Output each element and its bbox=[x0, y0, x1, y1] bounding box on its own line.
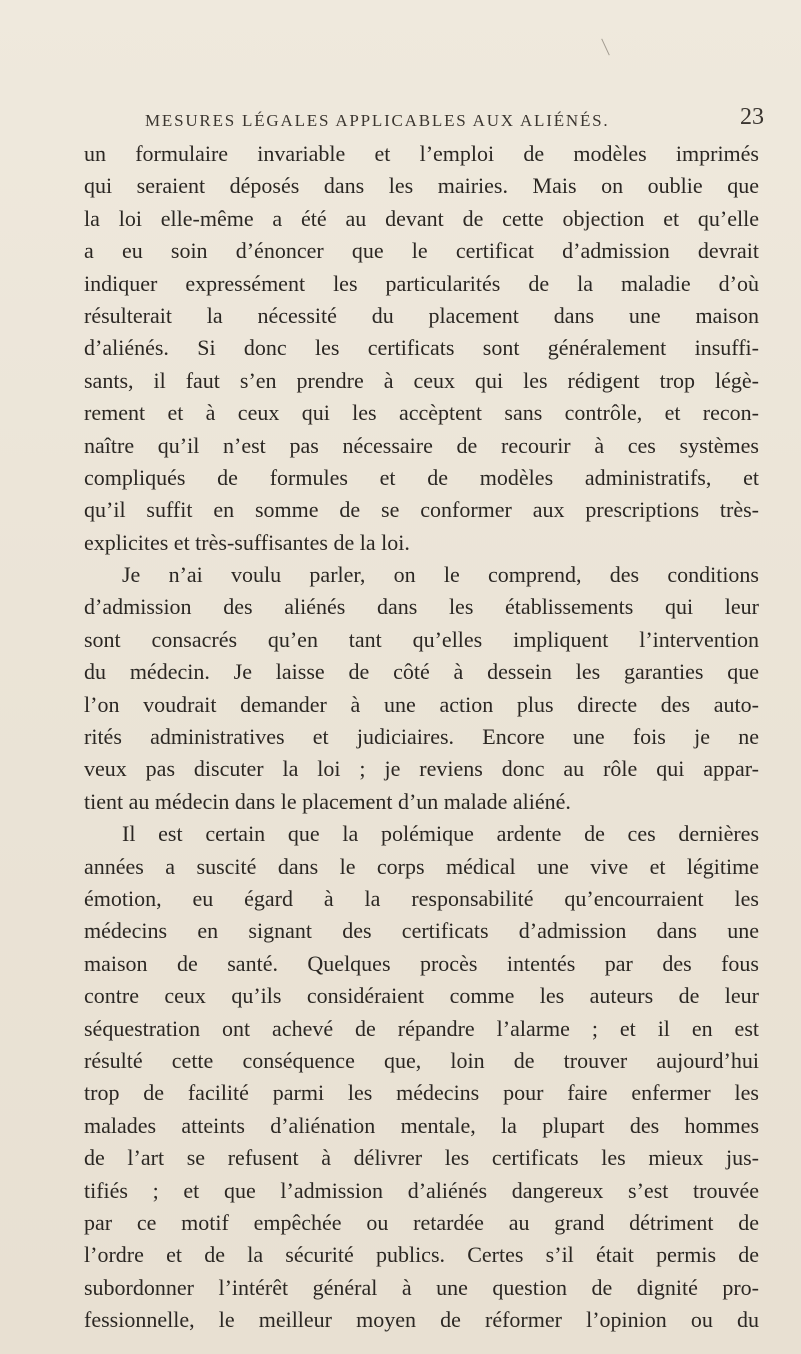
text-line: malades atteints d’aliénation mentale, la plupart des hommes bbox=[84, 1112, 759, 1138]
page-number: 23 bbox=[740, 104, 764, 130]
body-text bbox=[84, 138, 759, 1336]
text-line: indiquer expressément les particularités de la maladie d’où bbox=[84, 270, 759, 296]
paragraph-end-line: explicites et très-suffisantes de la loi. bbox=[84, 529, 410, 555]
text-line: naître qu’il n’est pas nécessaire de recourir à ces systèmes bbox=[84, 432, 759, 458]
text-line: de l’art se refusent à délivrer les certificats les mieux jus- bbox=[84, 1145, 759, 1171]
text-line: médecins en signant des certificats d’admission dans une bbox=[84, 918, 759, 944]
text-line: fessionnelle, le meilleur moyen de réformer l’opinion ou du bbox=[84, 1307, 759, 1333]
text-line: trop de facilité parmi les médecins pour faire enfermer les bbox=[84, 1080, 759, 1106]
text-line: émotion, eu égard à la responsabilité qu’encourraient les bbox=[84, 885, 759, 911]
text-line: qu’il suffit en somme de se conformer aux prescriptions très- bbox=[84, 497, 759, 523]
paragraph-start-line: Il est certain que la polémique ardente de ces dernières bbox=[122, 821, 759, 847]
text-line: qui seraient déposés dans les mairies. Mais on oublie que bbox=[84, 173, 759, 199]
paragraph-end-line: tient au médecin dans le placement d’un malade aliéné. bbox=[84, 788, 571, 814]
text-line: l’ordre et de la sécurité publics. Certes s’il était permis de bbox=[84, 1242, 759, 1268]
text-line: la loi elle-même a été au devant de cette objection et qu’elle bbox=[84, 205, 759, 231]
text-line: sont consacrés qu’en tant qu’elles impliquent l’intervention bbox=[84, 626, 759, 652]
text-line: d’aliénés. Si donc les certificats sont généralement insuffi- bbox=[84, 335, 759, 361]
text-line: années a suscité dans le corps médical une vive et légitime bbox=[84, 853, 759, 879]
text-line: a eu soin d’énoncer que le certificat d’admission devrait bbox=[84, 238, 759, 264]
pencil-mark bbox=[601, 39, 610, 56]
text-line: séquestration ont achevé de répandre l’alarme ; et il en est bbox=[84, 1015, 759, 1041]
text-line: compliqués de formules et de modèles administratifs, et bbox=[84, 464, 759, 490]
text-line: un formulaire invariable et l’emploi de modèles imprimés bbox=[84, 141, 759, 166]
text-line: sants, il faut s’en prendre à ceux qui les rédigent trop légè- bbox=[84, 367, 759, 393]
text-line: du médecin. Je laisse de côté à dessein les garanties que bbox=[84, 659, 759, 685]
text-line: subordonner l’intérêt général à une question de dignité pro- bbox=[84, 1274, 759, 1300]
running-head: MESURES LÉGALES APPLICABLES AUX ALIÉNÉS. bbox=[145, 111, 610, 130]
text-line: résulterait la nécessité du placement dans une maison bbox=[84, 302, 759, 328]
text-line: tifiés ; et que l’admission d’aliénés dangereux s’est trouvée bbox=[84, 1177, 759, 1203]
text-line: veux pas discuter la loi ; je reviens donc au rôle qui appar- bbox=[84, 756, 759, 782]
text-line: contre ceux qu’ils considéraient comme les auteurs de leur bbox=[84, 983, 759, 1009]
text-line: l’on voudrait demander à une action plus directe des auto- bbox=[84, 691, 759, 717]
text-line: maison de santé. Quelques procès intentés par des fous bbox=[84, 950, 759, 976]
text-line: rement et à ceux qui les accèptent sans contrôle, et recon- bbox=[84, 400, 759, 426]
text-line: d’admission des aliénés dans les établissements qui leur bbox=[84, 594, 759, 620]
text-line: résulté cette conséquence que, loin de trouver aujourd’hui bbox=[84, 1047, 759, 1073]
text-line: par ce motif empêchée ou retardée au grand détriment de bbox=[84, 1209, 759, 1235]
text-line: rités administratives et judiciaires. Encore une fois je ne bbox=[84, 724, 759, 750]
paragraph-start-line: Je n’ai voulu parler, on le comprend, des conditions bbox=[122, 562, 759, 588]
